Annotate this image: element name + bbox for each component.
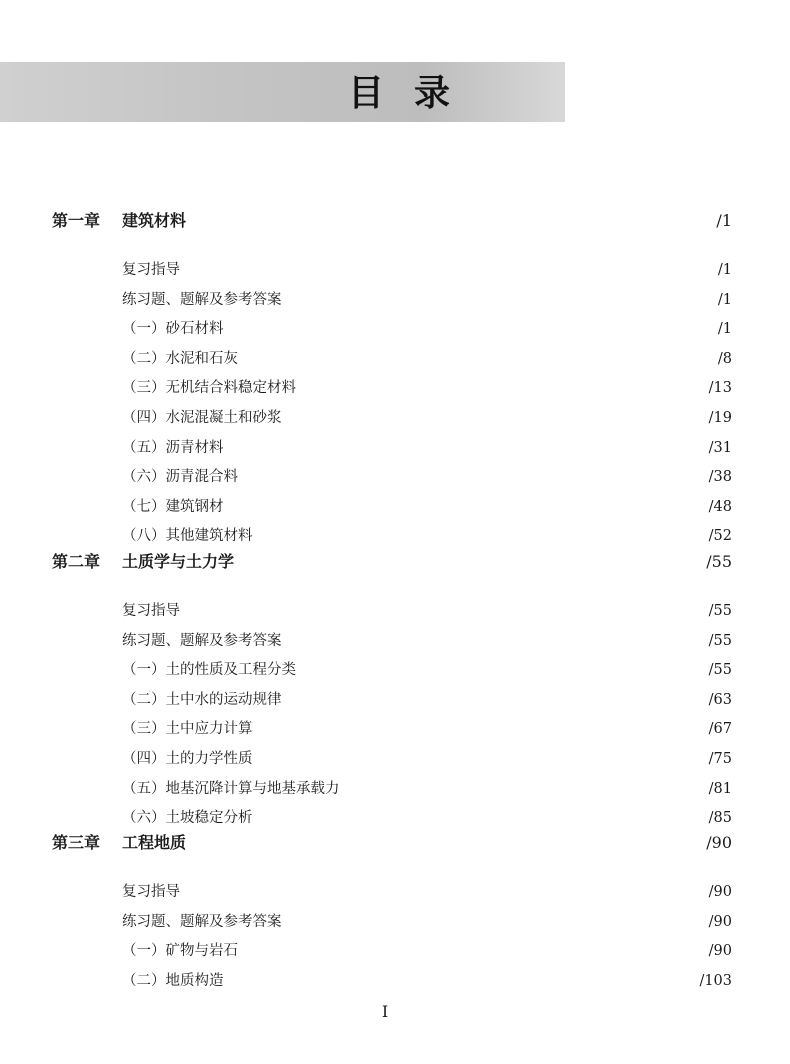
- toc-entry-label: 复习指导: [122, 884, 180, 900]
- toc-entry-page-number: /90: [708, 943, 732, 959]
- toc-entry[interactable]: [0, 630, 790, 652]
- chapter-page-number: /90: [706, 833, 732, 852]
- toc-entry-label: （四）土的力学性质: [122, 751, 253, 767]
- toc-entry-page-number: /1: [717, 321, 732, 337]
- toc-entry[interactable]: [0, 289, 790, 311]
- toc-entry-label: （八）其他建筑材料: [122, 528, 253, 544]
- toc-entry-label: （三）土中应力计算: [122, 721, 253, 737]
- toc-entry[interactable]: [0, 881, 790, 903]
- toc-entry-page-number: /1: [717, 292, 732, 308]
- toc-entry-page-number: /31: [708, 440, 732, 456]
- toc-entry-label: （五）地基沉降计算与地基承载力: [122, 781, 340, 797]
- toc-entry-page-number: /63: [708, 692, 732, 708]
- toc-entry[interactable]: [0, 377, 790, 399]
- toc-entry[interactable]: [0, 407, 790, 429]
- toc-entry-label: （五）沥青材料: [122, 440, 224, 456]
- chapter-heading: [52, 832, 186, 854]
- toc-entry-label: （二）土中水的运动规律: [122, 692, 282, 708]
- toc-entry-page-number: /90: [708, 884, 732, 900]
- toc-entry-page-number: /52: [708, 528, 732, 544]
- toc-entry[interactable]: [0, 525, 790, 547]
- chapter-number: 第二章: [52, 552, 101, 571]
- toc-entry[interactable]: [0, 659, 790, 681]
- toc-entry-label: 练习题、题解及参考答案: [122, 633, 282, 649]
- header-band: [0, 62, 565, 122]
- toc-entry-label: （六）土坡稳定分析: [122, 810, 253, 826]
- toc-entry[interactable]: [0, 940, 790, 962]
- toc-entry[interactable]: [0, 778, 790, 800]
- toc-entry[interactable]: [0, 318, 790, 340]
- toc-entry-label: （四）水泥混凝土和砂浆: [122, 410, 282, 426]
- chapter-title: 建筑材料: [122, 211, 187, 230]
- chapter-number: 第三章: [52, 833, 101, 852]
- chapter-title: 土质学与土力学: [122, 552, 235, 571]
- page-title: 目录: [348, 73, 481, 114]
- toc-entry-page-number: /75: [708, 751, 732, 767]
- toc-entry[interactable]: [0, 689, 790, 711]
- toc-entry-label: （二）水泥和石灰: [122, 351, 238, 367]
- toc-entry-page-number: /55: [708, 603, 732, 619]
- toc-chapter-2[interactable]: [0, 551, 790, 573]
- toc-entry[interactable]: [0, 466, 790, 488]
- toc-entry[interactable]: [0, 911, 790, 933]
- toc-entry-label: （一）矿物与岩石: [122, 943, 238, 959]
- toc-entry-page-number: /1: [717, 262, 732, 278]
- toc-entry[interactable]: [0, 259, 790, 281]
- toc-entry[interactable]: [0, 437, 790, 459]
- toc-entry-page-number: /48: [708, 499, 732, 515]
- chapter-page-number: /55: [706, 552, 732, 571]
- chapter-title: 工程地质: [122, 833, 187, 852]
- toc-entry[interactable]: [0, 718, 790, 740]
- toc-entry-label: （六）沥青混合料: [122, 469, 238, 485]
- toc-entry-label: （一）土的性质及工程分类: [122, 662, 296, 678]
- toc-entry-label: 练习题、题解及参考答案: [122, 914, 282, 930]
- toc-entry-page-number: /8: [717, 351, 732, 367]
- toc-entry[interactable]: [0, 600, 790, 622]
- toc-chapter-1[interactable]: [0, 210, 790, 232]
- chapter-number: 第一章: [52, 211, 101, 230]
- toc-entry-page-number: /103: [699, 973, 732, 989]
- toc-entry-page-number: /19: [708, 410, 732, 426]
- toc-entry-page-number: /55: [708, 662, 732, 678]
- toc-entry[interactable]: [0, 748, 790, 770]
- toc-entry-label: （三）无机结合料稳定材料: [122, 380, 296, 396]
- chapter-heading: [52, 551, 234, 573]
- toc-entry-page-number: /55: [708, 633, 732, 649]
- toc-chapter-3[interactable]: [0, 832, 790, 854]
- toc-entry-page-number: /67: [708, 721, 732, 737]
- toc-entry-page-number: /90: [708, 914, 732, 930]
- toc-entry-label: 练习题、题解及参考答案: [122, 292, 282, 308]
- toc-entry[interactable]: [0, 348, 790, 370]
- toc-entry-label: （一）砂石材料: [122, 321, 224, 337]
- toc-entry-page-number: /81: [708, 781, 732, 797]
- toc-entry-label: 复习指导: [122, 603, 180, 619]
- chapter-page-number: /1: [716, 211, 732, 230]
- page-number: I: [381, 1002, 389, 1021]
- toc-entry-page-number: /85: [708, 810, 732, 826]
- toc-entry-label: （七）建筑钢材: [122, 499, 224, 515]
- toc-entry-page-number: /38: [708, 469, 732, 485]
- toc-entry-page-number: /13: [708, 380, 732, 396]
- chapter-heading: [52, 210, 186, 232]
- toc-entry[interactable]: [0, 970, 790, 992]
- toc-entry[interactable]: [0, 807, 790, 829]
- toc-entry-label: （二）地质构造: [122, 973, 224, 989]
- toc-entry[interactable]: [0, 496, 790, 518]
- toc-entry-label: 复习指导: [122, 262, 180, 278]
